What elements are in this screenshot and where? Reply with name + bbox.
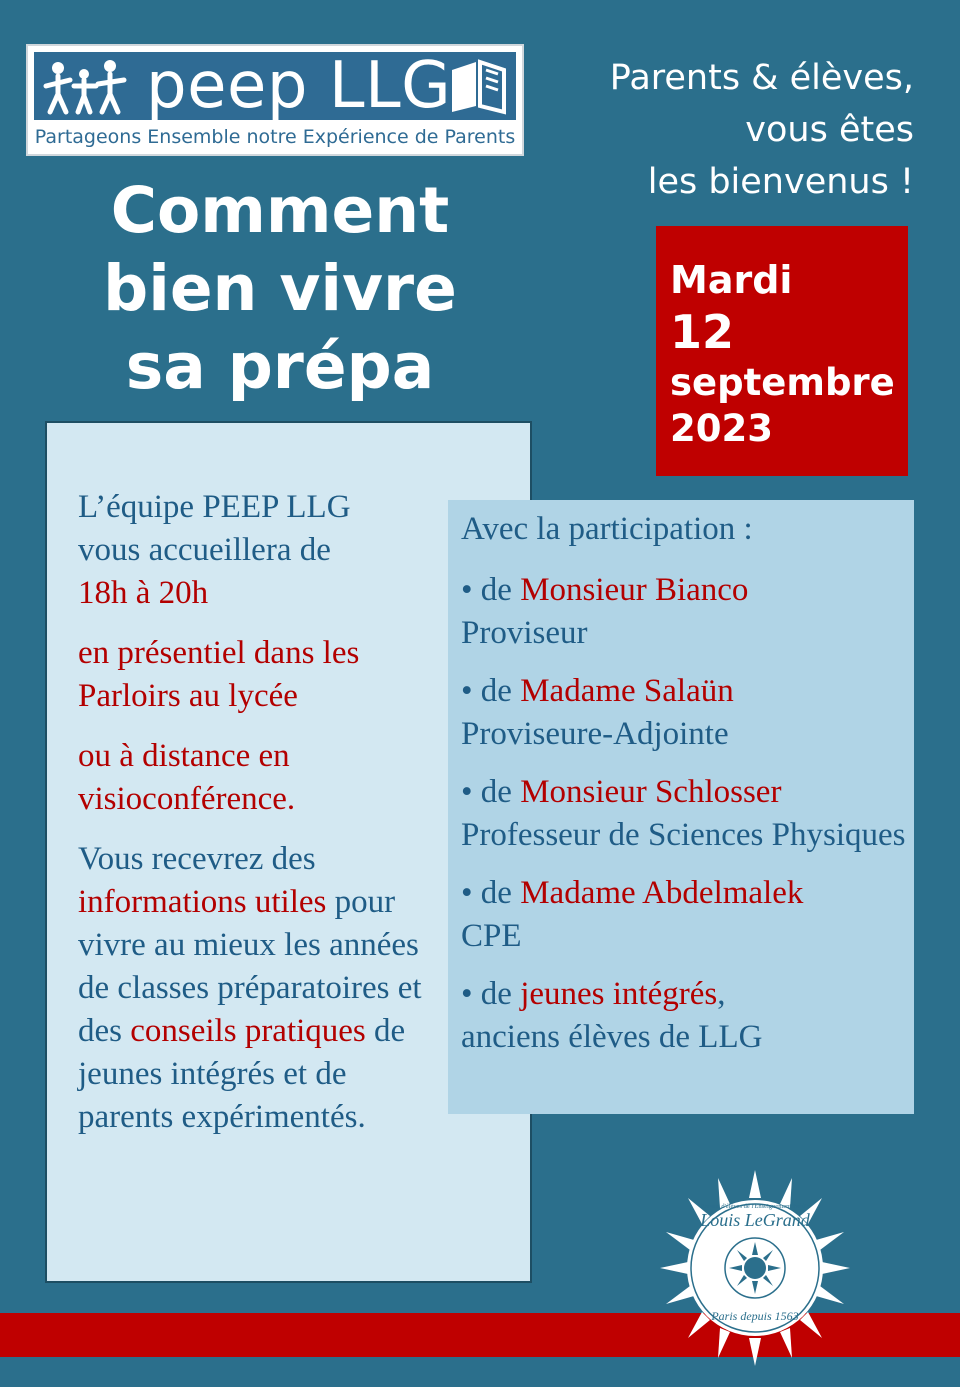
participant-item [461, 872, 914, 958]
event-date-box [656, 226, 908, 476]
participant-role: Proviseur [461, 615, 588, 651]
benefits-text: Vous recevrez des [78, 841, 316, 877]
participants-panel [448, 500, 914, 1114]
participant-prefix: • de [461, 774, 521, 810]
date-year: 2023 [670, 407, 773, 450]
welcome-message [494, 52, 914, 208]
participant-prefix: • de [461, 572, 521, 608]
benefits-highlight: informations utiles [78, 884, 327, 920]
title-line: sa prépa [125, 330, 435, 403]
event-time: 18h à 20h [78, 575, 209, 611]
family-icon [40, 56, 140, 116]
benefits-text: pour vivre au mieux les années de classes préparatoires et des [78, 884, 422, 1049]
welcome-line: vous êtes [745, 110, 914, 150]
participant-name: Monsieur Bianco [520, 572, 749, 608]
participant-name: Madame Abdelmalek [520, 875, 804, 911]
team-line: L’équipe PEEP LLG [78, 489, 351, 525]
participant-item [461, 771, 914, 857]
info-text [78, 486, 438, 1156]
seal-top-text: Parents d'élèves de l'Enseignement Public [700, 1203, 810, 1210]
logo-name: peep LLG [146, 49, 452, 123]
louis-legrand-seal-icon [660, 1168, 850, 1368]
page-title [80, 172, 480, 406]
date-month: septembre [670, 361, 895, 404]
date-day: 12 [670, 305, 735, 359]
welcome-line: les bienvenus ! [647, 162, 914, 202]
benefits-text: de jeunes intégrés et de parents expérimentés. [78, 1013, 406, 1135]
participant-role: Proviseure-Adjointe [461, 716, 729, 752]
participant-prefix: • de [461, 875, 521, 911]
date-weekday: Mardi [670, 258, 793, 302]
welcome-paragraph [78, 486, 438, 615]
benefits-highlight: conseils pratiques [130, 1013, 366, 1049]
welcome-line: Parents & élèves, [609, 58, 914, 98]
participant-role: anciens élèves de LLG [461, 1019, 763, 1055]
participant-item [461, 670, 914, 756]
logo-tagline: Partageons Ensemble notre Expérience de Parents [34, 126, 516, 148]
participant-name: Madame Salaün [520, 673, 734, 709]
seal-bottom-text: Paris depuis 1563 [711, 1309, 799, 1323]
peep-llg-logo [26, 44, 524, 156]
in-person-paragraph: en présentiel dans les Parloirs au lycée [78, 635, 360, 714]
title-line: bien vivre [103, 252, 457, 325]
participant-name: Monsieur Schlosser [520, 774, 782, 810]
participant-name: jeunes intégrés [520, 976, 718, 1012]
participant-role: CPE [461, 918, 522, 954]
seal-name: Louis LeGrand [700, 1210, 810, 1230]
participant-item [461, 973, 914, 1059]
benefits-paragraph [78, 838, 438, 1139]
participants-heading: Avec la participation : [461, 511, 753, 547]
welcome-line: vous accueillera de [78, 532, 331, 568]
remote-paragraph: ou à distance en visioconférence. [78, 738, 296, 817]
logo-band [34, 49, 516, 123]
participant-item [461, 569, 914, 655]
title-line: Comment [110, 174, 450, 247]
participant-suffix: , [717, 976, 726, 1012]
participant-role: Professeur de Sciences Physiques [461, 817, 906, 853]
participant-prefix: • de [461, 673, 521, 709]
participant-prefix: • de [461, 976, 521, 1012]
